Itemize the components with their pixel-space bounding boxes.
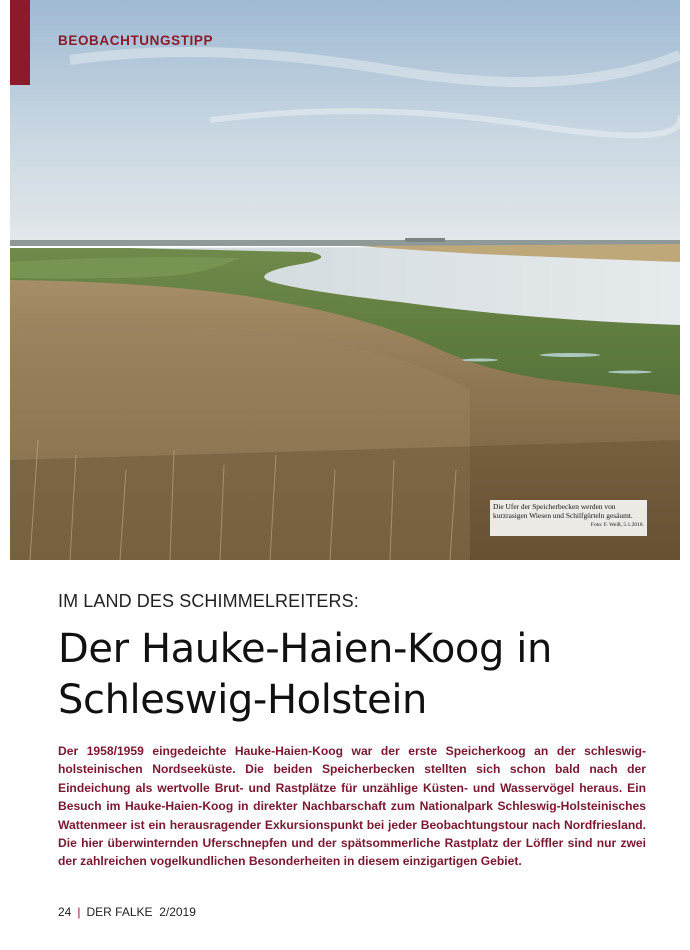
page-number: 24 [58, 905, 72, 919]
headline-line-2: Schleswig-Holstein [58, 677, 428, 723]
article-kicker: IM LAND DES SCHIMMELREITERS: [58, 591, 359, 611]
section-accent-bar [10, 0, 30, 85]
section-tag: BEOBACHTUNGSTIPP [58, 33, 214, 48]
article-lead: Der 1958/1959 eingedeichte Hauke-Haien-Koog war der erste Speicherkoog an der schleswig-holsteinischen Nordseeküste. Die beiden Speicherbecken stellten sich schon bald nach der Eindeichung als wertvolle Brut- und Rastplätze für unzählige Küsten- und Wasservögel heraus. Ein Besuch im Hauke-Haien-Koog in direkter Nachbarschaft zum Nationalpark Schleswig-Holsteinisches Wattenmeer ist ein herausragender Exkursionspunkt bei jeder Beobachtungstour nach Nordfriesland. Die hier überwinternden Uferschnepfen und der spätsommerliche Rastplatz der Löffler sind nur zwei der zahlreichen vogelkundlichen Besonderheiten in diesem einzigartigen Gebiet. [58, 744, 646, 869]
landscape-illustration [10, 0, 680, 560]
photo-credit: Foto: F. Weiß, 5.1.2018. [590, 522, 644, 529]
photo-caption [490, 500, 647, 536]
footer-separator: | [77, 905, 81, 919]
article-headline [58, 624, 678, 726]
magazine-name: DER FALKE [86, 905, 153, 919]
caption-text: Die Ufer der Speicherbecken werden von kurzrasigen Wiesen und Schilfgürteln gesäumt. [493, 502, 633, 521]
hero-photo [10, 0, 680, 560]
headline-line-1: Der Hauke-Haien-Koog in [58, 626, 552, 672]
page-footer [58, 905, 196, 919]
issue-number: 2/2019 [159, 905, 196, 919]
